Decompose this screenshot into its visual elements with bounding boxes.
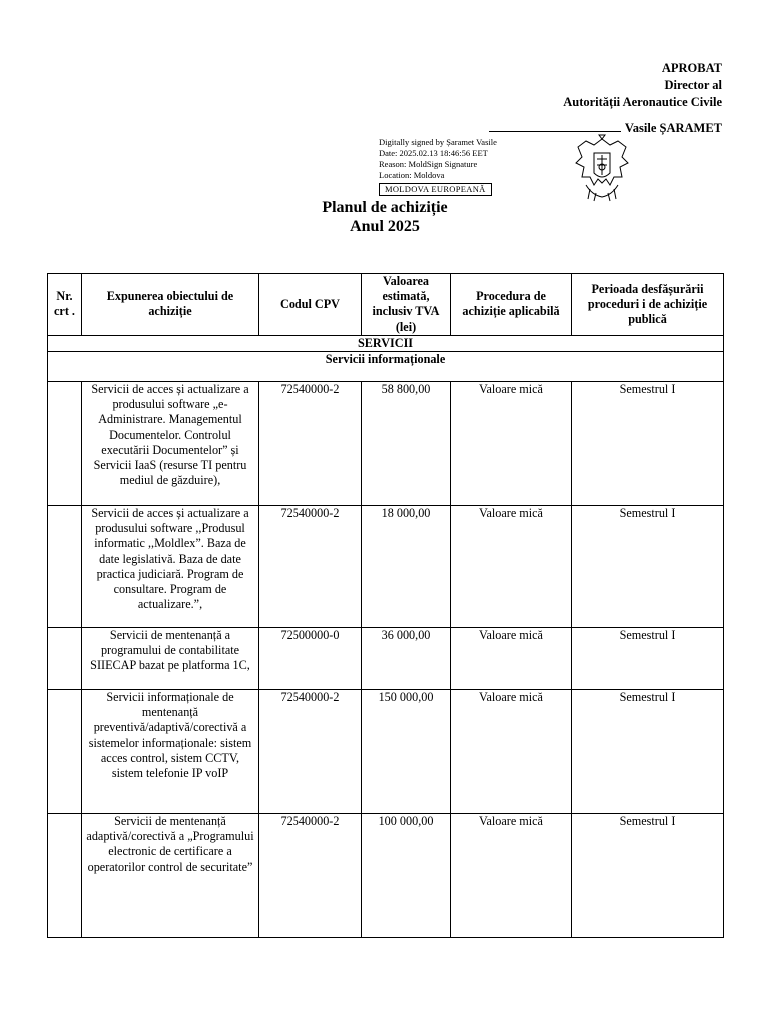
table-row <box>48 814 724 938</box>
page-title-main: Planul de achiziție <box>322 199 448 216</box>
digital-signature-location: Location: Moldova <box>379 170 445 180</box>
digital-signature-reason: Reason: MoldSign Signature <box>379 159 478 169</box>
cell-cpv: 72540000-2 <box>259 814 362 938</box>
subsection-row <box>48 352 724 382</box>
table-row <box>48 506 724 628</box>
cell-period: Semestrul I <box>572 382 724 506</box>
approval-block <box>563 60 722 111</box>
cell-nr <box>48 506 82 628</box>
cell-nr <box>48 690 82 814</box>
header-value: Valoarea estimată, inclusiv TVA (lei) <box>362 274 451 336</box>
cell-cpv: 72540000-2 <box>259 690 362 814</box>
cell-period: Semestrul I <box>572 506 724 628</box>
cell-nr <box>48 814 82 938</box>
approval-role: Director al <box>664 78 722 92</box>
section-row <box>48 335 724 351</box>
cell-procedure: Valoare mică <box>451 814 572 938</box>
cell-nr <box>48 382 82 506</box>
cell-procedure: Valoare mică <box>451 690 572 814</box>
table-row <box>48 628 724 690</box>
cell-value: 18 000,00 <box>362 506 451 628</box>
digital-signature-badge: MOLDOVA EUROPEANĂ <box>379 183 492 196</box>
cell-procedure: Valoare mică <box>451 506 572 628</box>
subsection-title: Servicii informaționale <box>48 352 724 382</box>
header-nr: Nr. crt . <box>48 274 82 336</box>
table-row <box>48 690 724 814</box>
approval-institution: Autorității Aeronautice Civile <box>563 95 722 109</box>
cell-nr <box>48 628 82 690</box>
signature-underline <box>489 121 621 132</box>
digital-signature-signer: Digitally signed by Șaramet Vasile <box>379 137 497 147</box>
header-description: Expunerea obiectului de achiziție <box>82 274 259 336</box>
digital-signature-date: Date: 2025.02.13 18:46:56 EET <box>379 148 488 158</box>
header-procedure: Procedura de achiziție aplicabilă <box>451 274 572 336</box>
moldova-coat-of-arms-icon <box>572 133 632 208</box>
cell-value: 150 000,00 <box>362 690 451 814</box>
table-header-row <box>48 274 724 336</box>
page-title-year: Anul 2025 <box>350 218 420 235</box>
cell-cpv: 72540000-2 <box>259 382 362 506</box>
signer-name: Vasile ȘARAMET <box>624 121 722 135</box>
procurement-plan-table <box>47 273 724 938</box>
cell-description: Servicii informaționale de mentenanță preventivă/adaptivă/corectivă a sistemelor informaționale: sistem acces control, sistem CCTV, sistem telefonie IP voIP <box>82 690 259 814</box>
cell-value: 58 800,00 <box>362 382 451 506</box>
section-title: SERVICII <box>48 335 724 351</box>
cell-procedure: Valoare mică <box>451 382 572 506</box>
table-row <box>48 382 724 506</box>
cell-description: Servicii de mentenanță adaptivă/corectivă a „Programului electronic de certificare a operatorilor control de securitate” <box>82 814 259 938</box>
cell-period: Semestrul I <box>572 814 724 938</box>
approval-title: APROBAT <box>661 61 722 75</box>
cell-procedure: Valoare mică <box>451 628 572 690</box>
cell-description: Servicii de mentenanță a programului de contabilitate SIIECAP bazat pe platforma 1C, <box>82 628 259 690</box>
cell-cpv: 72540000-2 <box>259 506 362 628</box>
cell-value: 36 000,00 <box>362 628 451 690</box>
header-period: Perioada desfășurării proceduri i de achiziție publică <box>572 274 724 336</box>
cell-period: Semestrul I <box>572 628 724 690</box>
header-cpv: Codul CPV <box>259 274 362 336</box>
cell-period: Semestrul I <box>572 690 724 814</box>
page-title <box>0 198 770 236</box>
cell-value: 100 000,00 <box>362 814 451 938</box>
cell-description: Servicii de acces și actualizare a produsului software ,,Produsul informatic ,,Moldlex”. Baza de date legislativă. Baza de date practica judiciară. Program de consultare. Program de actualizare.”, <box>82 506 259 628</box>
cell-description: Servicii de acces și actualizare a produsului software „e-Administrare. Managementul Documentelor. Controlul executării Documentelor” și Servicii IaaS (resurse TI pentru mediul de găzduire), <box>82 382 259 506</box>
digital-signature-block <box>379 137 497 196</box>
cell-cpv: 72500000-0 <box>259 628 362 690</box>
